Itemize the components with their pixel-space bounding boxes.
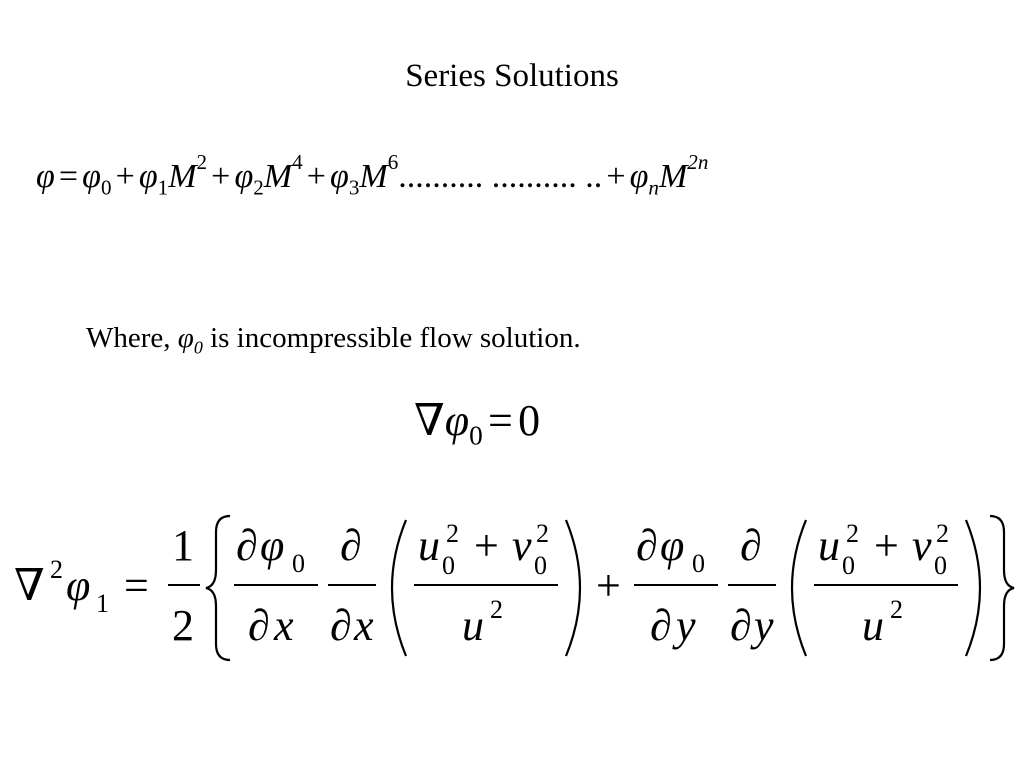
svg-text:v: v <box>912 521 932 570</box>
svg-text:x: x <box>274 601 294 650</box>
note-symbol: φ <box>177 322 194 354</box>
svg-text:2: 2 <box>172 601 194 650</box>
svg-text:∂: ∂ <box>248 601 270 650</box>
svg-text:∂: ∂ <box>340 521 362 570</box>
svg-text:=: = <box>124 561 149 610</box>
svg-text:u: u <box>418 521 440 570</box>
svg-text:2: 2 <box>50 555 63 584</box>
svg-text:φ: φ <box>66 561 91 610</box>
note-prefix: Where, <box>86 322 171 354</box>
incompressible-note <box>86 322 581 358</box>
note-suffix: is incompressible flow solution. <box>202 322 581 354</box>
svg-text:1: 1 <box>96 589 109 618</box>
svg-text:0: 0 <box>842 551 855 580</box>
svg-text:∂: ∂ <box>740 521 762 570</box>
series-expansion-equation: $\varphi = \varphi_0 + \varphi_1M^2 + \varphi_2M^4 + \varphi_3M^6$.......... .......... .. + $\varphi_nM^{2n}$ <box>36 150 709 200</box>
svg-text:∂: ∂ <box>330 601 352 650</box>
svg-text:∂: ∂ <box>236 521 258 570</box>
svg-text:φ: φ <box>660 521 685 570</box>
svg-text:0: 0 <box>292 549 305 578</box>
second-order-equation <box>0 500 1024 680</box>
svg-text:v: v <box>512 521 532 570</box>
svg-text:u: u <box>818 521 840 570</box>
svg-text:2: 2 <box>936 519 949 548</box>
svg-text:+: + <box>596 561 621 610</box>
svg-text:0: 0 <box>534 551 547 580</box>
svg-text:1: 1 <box>172 521 194 570</box>
svg-text:u: u <box>462 601 484 650</box>
laplace-equation: $\nabla\varphi_0 = 0$ <box>414 396 541 451</box>
svg-text:2: 2 <box>536 519 549 548</box>
svg-text:0: 0 <box>442 551 455 580</box>
svg-text:2: 2 <box>890 595 903 624</box>
slide-title: Series Solutions <box>405 58 619 94</box>
second-order-equation-svg <box>0 500 1024 680</box>
svg-text:2: 2 <box>446 519 459 548</box>
svg-text:+: + <box>874 521 899 570</box>
svg-text:∂: ∂ <box>650 601 672 650</box>
svg-text:0: 0 <box>692 549 705 578</box>
svg-text:∂: ∂ <box>730 601 752 650</box>
svg-text:2: 2 <box>846 519 859 548</box>
svg-text:2: 2 <box>490 595 503 624</box>
note-symbol-sub: 0 <box>193 337 203 358</box>
svg-text:∂: ∂ <box>636 521 658 570</box>
svg-text:0: 0 <box>934 551 947 580</box>
right-brace <box>990 516 1014 660</box>
svg-text:∇: ∇ <box>14 561 45 610</box>
svg-text:y: y <box>676 601 696 650</box>
svg-text:u: u <box>862 601 884 650</box>
svg-text:φ: φ <box>260 521 285 570</box>
svg-text:x: x <box>354 601 374 650</box>
left-brace <box>206 516 230 660</box>
svg-text:+: + <box>474 521 499 570</box>
svg-text:y: y <box>754 601 774 650</box>
